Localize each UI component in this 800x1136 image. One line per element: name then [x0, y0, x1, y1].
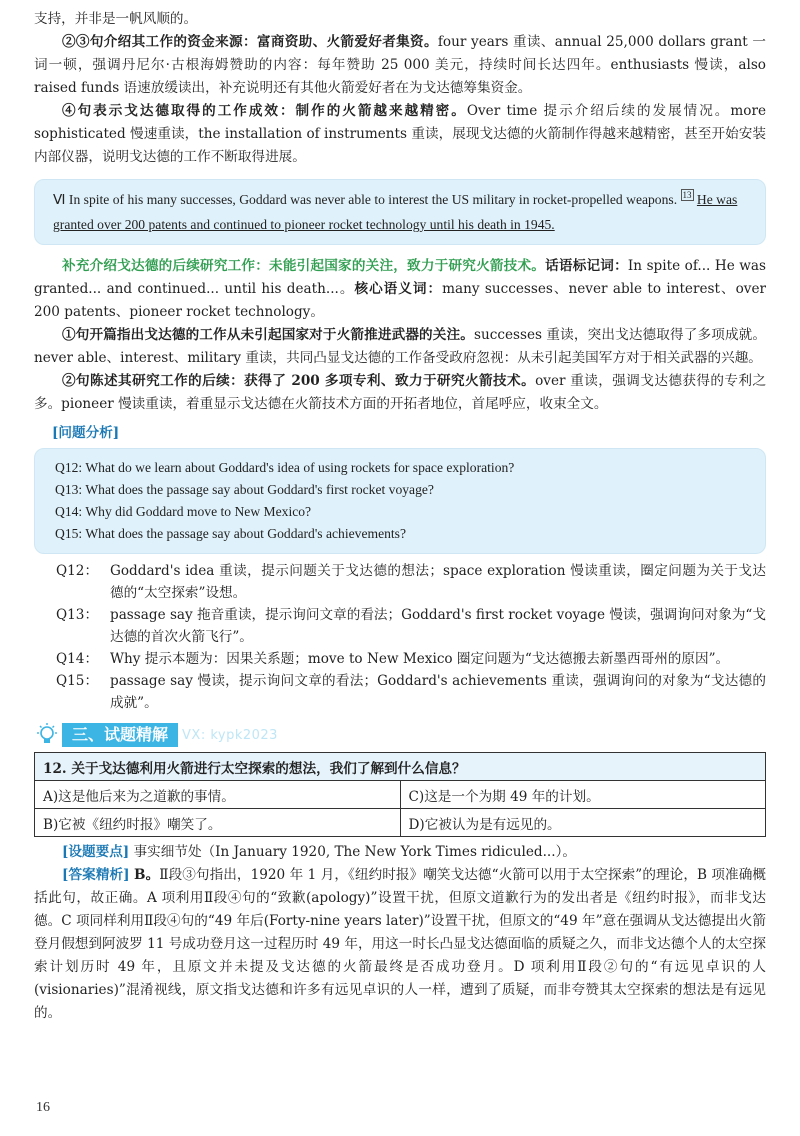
analysis-point-1	[34, 324, 766, 370]
analysis-summary	[34, 255, 766, 324]
paragraph-funding-head: ②③句介绍其工作的资金来源：富商资助、火箭爱好者集资。	[62, 34, 438, 50]
paragraph-results	[34, 100, 766, 169]
option-c: C)这是一个为期 49 年的计划。	[400, 781, 766, 809]
question-analysis-tag	[52, 422, 766, 444]
explanation-text: Goddard's idea 重读，提示问题关于戈达德的想法；space exploration 慢读重读，圈定问题为关于戈达德的“太空探索”设想。	[110, 563, 766, 601]
answer-analysis-text: Ⅱ段③句指出，1920 年 1 月，《纽约时报》嘲笑戈达德“火箭可以用于太空探索”的理论，B 项准确概括此句，故正确。A 项利用Ⅱ段④句的“致歉(apology)”设置干扰，但原文道歉行为的发出者是《纽约时报》，而非戈达德。C 项同样利用Ⅱ段④句的“49 年后(Forty-nine years later)”设置干扰，但原文的“49 年”意在强调从戈达德提出火箭登月假想到阿波罗 11 号成功登月这一过程历时 49 年，用这一时长凸显戈达德面临的质疑之久，而非戈达德个人的太空探索计划历时 49 年，且原文并未提及戈达德的火箭最终是否成功登月。D 项利用Ⅱ段②句的“有远见卓识的人(visionaries)”混淆视线，原文指戈达德和许多有远见卓识的人一样，遭到了质疑，而非夸赞其太空探索的想法是有远见的。	[34, 867, 766, 1021]
answer-letter: B。	[134, 867, 160, 883]
option-b: B)它被《纽约时报》嘲笑了。	[35, 809, 401, 837]
analysis-summary-head: 补充介绍戈达德的后续研究工作：未能引起国家的关注，致力于研究火箭技术。	[62, 258, 546, 274]
analysis-core-label: 核心语义词：	[354, 281, 443, 297]
analysis-point-2	[34, 370, 766, 416]
analysis-point-2-body: over 重读，强调戈达德获得的专利之多。pioneer 慢读重读，着重显示戈达德在火箭技术方面的开拓者地位，首尾呼应，收束全文。	[34, 373, 767, 412]
question-line: Q13: What does the passage say about Goddard's first rocket voyage?	[55, 482, 434, 497]
analysis-marker-label: 话语标记词：	[545, 258, 628, 274]
question-marker: 13	[682, 190, 692, 201]
explanation-text: passage say 拖音重读，提示询问文章的看法；Goddard's first rocket voyage 慢读，强调询问对象为“戈达德的首次火箭飞行”。	[110, 607, 766, 645]
explanation-key: Q13：	[56, 607, 99, 623]
answer-analysis-tag: [答案精析]	[62, 867, 130, 883]
watermark: VX: kypk2023	[182, 727, 278, 743]
paragraph-funding-body: four years 重读、annual 25,000 dollars grant 一词一顿，强调丹尼尔·古根海姆赞助的内容：每年赞助 25 000 美元，持续时间长达四年。enthusiasts 慢读，also raised funds 语速放缓读出，补充说明还有其他火箭爱好者在为戈达德筹集资金。	[34, 34, 766, 96]
question-analysis-label: [问题分析]	[52, 425, 120, 441]
analysis-marker-text: In spite of... He was granted... and continued... until his death...。	[34, 258, 767, 297]
english-passage-part1: Ⅵ In spite of his many successes, Goddard was never able to interest the US military in rocket-propelled weapons.	[53, 192, 678, 207]
option-a: A)这是他后来为之道歉的事情。	[35, 781, 401, 809]
questions-box	[34, 448, 766, 554]
paragraph-results-head: ④句表示戈达德取得的工作成效：制作的火箭越来越精密。	[62, 103, 467, 119]
explanation-row	[56, 670, 766, 714]
design-point-tag: [设题要点]	[62, 844, 130, 860]
analysis-point-1-head: ①句开篇指出戈达德的工作从未引起国家对于火箭推进武器的关注。	[62, 327, 474, 343]
section-title: 三、试题精解	[62, 723, 178, 747]
explanation-key: Q15：	[56, 673, 99, 689]
explanation-row	[56, 604, 766, 648]
explanation-row	[56, 648, 766, 670]
design-point	[62, 841, 766, 864]
question-line: Q15: What does the passage say about Goddard's achievements?	[55, 526, 407, 541]
explanation-key: Q12：	[56, 563, 99, 579]
option-d: D)它被认为是有远见的。	[400, 809, 766, 837]
question-explanations	[56, 560, 766, 714]
explanation-text: Why 提示本题为：因果关系题；move to New Mexico 圈定问题为“戈达德搬去新墨西哥州的原因”。	[110, 651, 730, 667]
english-passage-box	[34, 179, 766, 245]
question-12-table	[34, 752, 766, 837]
question-line: Q12: What do we learn about Goddard's idea of using rockets for space exploration?	[55, 460, 515, 475]
explanation-key: Q14：	[56, 651, 99, 667]
english-passage-part2: He was granted over 200 patents and continued to pioneer rocket technology until his death in 1945.	[53, 192, 738, 232]
analysis-core-text: many successes、never able to interest、over 200 patents、pioneer rocket technology。	[34, 281, 766, 320]
design-point-text: 事实细节处（In January 1920, The New York Times ridiculed...）。	[133, 844, 576, 860]
question-line: Q14: Why did Goddard move to New Mexico?	[55, 504, 312, 519]
page-content	[34, 8, 766, 1025]
paragraph-funding	[34, 31, 766, 100]
lightbulb-icon	[34, 722, 60, 748]
analysis-point-2-head: ②句陈述其研究工作的后续：获得了 200 多项专利、致力于研究火箭技术。	[62, 373, 536, 389]
analysis-point-1-body: successes 重读，突出戈达德取得了多项成就。never able、interest、military 重读，共同凸显戈达德的工作备受政府忽视：从未引起美国军方对于相关武器的兴趣。	[34, 327, 767, 366]
explanation-text: passage say 慢读，提示询问文章的看法；Goddard's achievements 重读，强调询问的对象为“戈达德的成就”。	[110, 673, 766, 711]
answer-analysis	[34, 864, 766, 1025]
question-12-stem: 12. 关于戈达德利用火箭进行太空探索的想法，我们了解到什么信息？	[35, 753, 766, 781]
page-number: 16	[36, 1100, 50, 1115]
intro-line: 支持，并非是一帆风顺的。	[34, 11, 198, 27]
paragraph-results-body: Over time 提示介绍后续的发展情况。more sophisticated 慢速重读，the installation of instruments 重读，展现戈达德的火箭制作得越来越精密，甚至开始安装内部仪器，说明戈达德的工作不断取得进展。	[34, 103, 766, 165]
section-header	[34, 722, 766, 748]
explanation-row	[56, 560, 766, 604]
